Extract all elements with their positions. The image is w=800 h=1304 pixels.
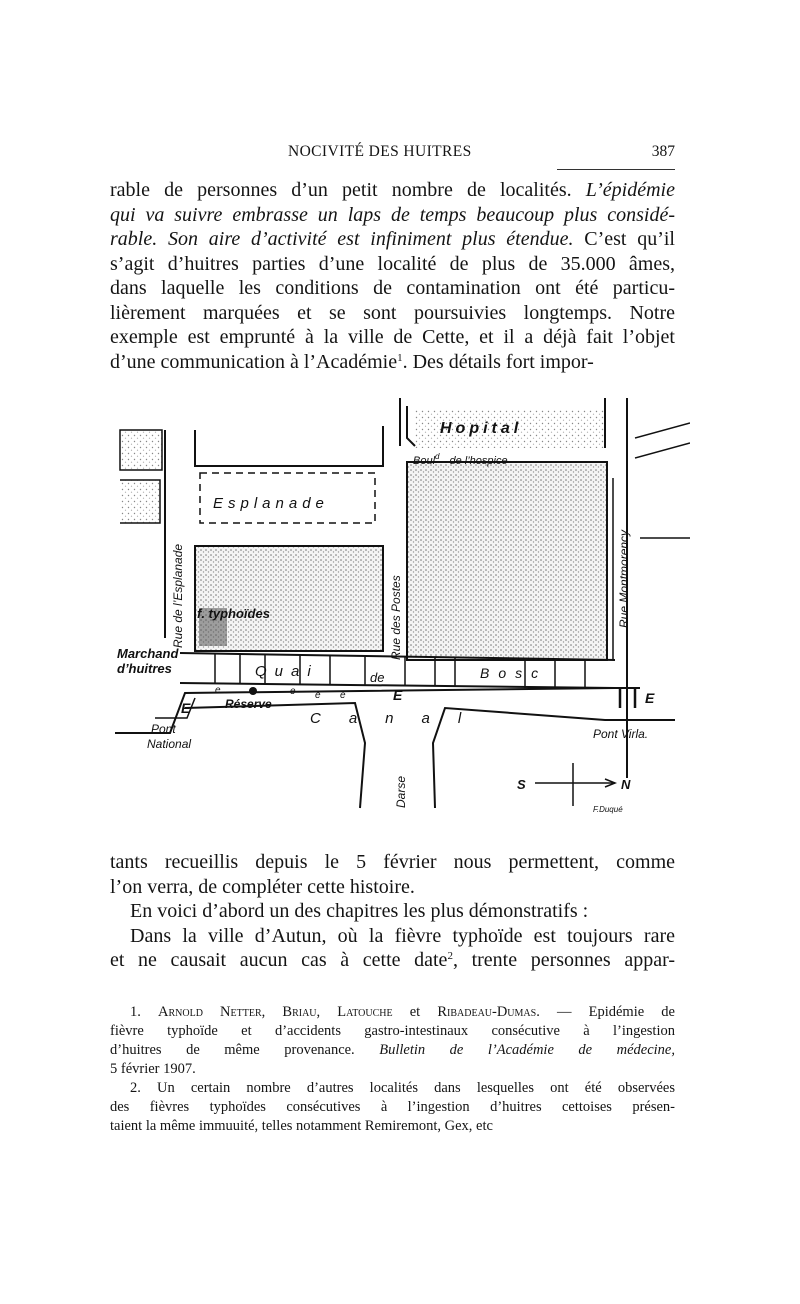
label-de: de (370, 670, 385, 685)
marker-e-small: e (315, 690, 321, 701)
label-esplanade: Esplanade (213, 495, 329, 512)
text-run: , trente personnes appar- (452, 949, 675, 971)
text-run: tants recueillis depuis le 5 février nous permettent, comme (110, 851, 675, 873)
label-canal: Canal (310, 710, 490, 727)
block-top-left (120, 430, 162, 470)
running-title: NOCIVITÉ DES HUITRES (288, 143, 472, 160)
footnote-line (110, 1003, 675, 1022)
street-line (635, 443, 690, 458)
text-line (110, 178, 675, 203)
text-run: des fièvres typhoïdes consécutives à l’ingestion d’huitres cettoises présen- (110, 1099, 675, 1115)
street-line (407, 406, 415, 446)
footnote-ref: 2 (447, 950, 453, 962)
footnote-line (110, 1041, 675, 1060)
text-run: l’on verra, de compléter cette histoire. (110, 875, 415, 898)
text-line (110, 948, 675, 973)
text-run: 1. (130, 1004, 159, 1020)
text-run: C’est qu’il (573, 228, 675, 250)
text-run: d’une communication à l’Académie (110, 350, 398, 373)
text-run: qui va suivre embrasse un laps de temps beaucoup plus considé- (110, 203, 675, 226)
text-line (110, 924, 675, 949)
text-run: taient la même immuuité, telles notamment Remiremont, Gex, etc (110, 1118, 493, 1134)
marker-e-small: e (340, 690, 346, 701)
text-run: Ribadeau-Dumas. (437, 1004, 540, 1020)
text-run: rable. Son aire d’activité est infiniment plus étendue. (110, 228, 574, 250)
label-boulevard: Boul$^d$ de l’hospice (413, 452, 508, 467)
text-line (110, 227, 675, 252)
text-run: En voici d’abord un des chapitres les plus démonstratifs : (130, 900, 589, 922)
text-run: et ne causait aucun cas à cette date (110, 949, 448, 971)
text-run: 2. Un certain nombre d’autres localités dans lesquelles ont été observées (130, 1080, 675, 1096)
label-bosc: Bosc (480, 665, 548, 681)
reserve-marker (249, 687, 257, 695)
text-run: dans laquelle les conditions de contamination ont été particu- (110, 277, 675, 299)
block-hospice (407, 462, 607, 660)
text-run: . Des détails fort impor- (402, 350, 594, 373)
label-rue-postes: Rue des Postes (389, 575, 403, 660)
marker-e: E (645, 690, 655, 706)
compass-n: N (621, 777, 631, 792)
street-line (635, 423, 690, 438)
text-run: s’agit d’huitres parties d’une localité de plus de 35.000 âmes, (110, 252, 675, 275)
text-line (110, 252, 675, 277)
esplanade-top (195, 426, 383, 466)
text-run: Bulletin de l’Académie de médecine, (379, 1042, 675, 1058)
text-line (110, 301, 675, 326)
text-line (110, 850, 675, 875)
text-run: fièvre typhoïde et d’accidents gastro-intestinaux consécutive à l’ingestion (110, 1023, 675, 1039)
body-text-bottom (110, 850, 675, 973)
text-run: Dans la ville d’Autun, où la fièvre typhoïde est toujours rare (130, 924, 675, 947)
label-reserve: Réserve (225, 697, 272, 711)
label-darse: Darse (394, 775, 408, 808)
text-run: Arnold Netter, Briau, Latouche (158, 1004, 393, 1020)
label-pont-virla: Pont Virla. (593, 727, 649, 741)
street-map-figure (115, 398, 690, 820)
text-run: exemple est emprunté à la ville de Cette, et il a déjà fait l’objet (110, 326, 675, 348)
footnote-line (110, 1022, 675, 1041)
label-marchand: Marchand (117, 646, 179, 661)
map-drawing (115, 398, 690, 820)
text-run: lièrement marquées et se sont poursuivies longtemps. Notre (110, 301, 675, 324)
marker-e-small: e (215, 685, 221, 696)
label-quai: Quai (255, 663, 319, 680)
text-run: L’épidémie (585, 179, 675, 201)
marker-e: E (393, 687, 403, 703)
footnotes (110, 1003, 675, 1136)
text-line (110, 276, 675, 301)
block-left (120, 480, 160, 523)
text-line (110, 899, 675, 924)
label-huitres: d’huitres (117, 661, 172, 676)
footnote-line (110, 1060, 675, 1079)
text-line (110, 203, 675, 228)
footnote-line (110, 1098, 675, 1117)
text-line (110, 875, 675, 900)
text-run: 5 février 1907. (110, 1061, 196, 1077)
text-run: d’huitres de même provenance. (110, 1042, 380, 1058)
running-header (110, 143, 675, 165)
label-pont: Pont (151, 722, 176, 736)
text-run: — Epidémie de (539, 1004, 675, 1020)
footnote-line (110, 1117, 675, 1136)
text-run: et (392, 1004, 438, 1020)
text-line (110, 325, 675, 350)
label-rue-esplanade: Rue de l’Esplanade (171, 543, 185, 648)
footnote-ref: 1 (397, 351, 403, 364)
label-hopital: Hopital (440, 420, 523, 437)
header-rule (557, 169, 675, 170)
text-run: rable de personnes d’un petit nombre de localités. (110, 179, 586, 201)
marker-e: E (181, 700, 191, 716)
label-national: National (147, 737, 192, 751)
label-typhoides: f. typhoïdes (197, 606, 270, 621)
text-line (110, 350, 675, 375)
map-signature: F.Duqué (593, 805, 623, 814)
marker-e-small: e (290, 686, 296, 697)
label-rue-montmorency: Rue Montmorency (617, 529, 631, 628)
body-text-top (110, 178, 675, 374)
footnote-line (110, 1079, 675, 1098)
page-number: 387 (651, 143, 675, 160)
compass-s: S (517, 777, 526, 792)
